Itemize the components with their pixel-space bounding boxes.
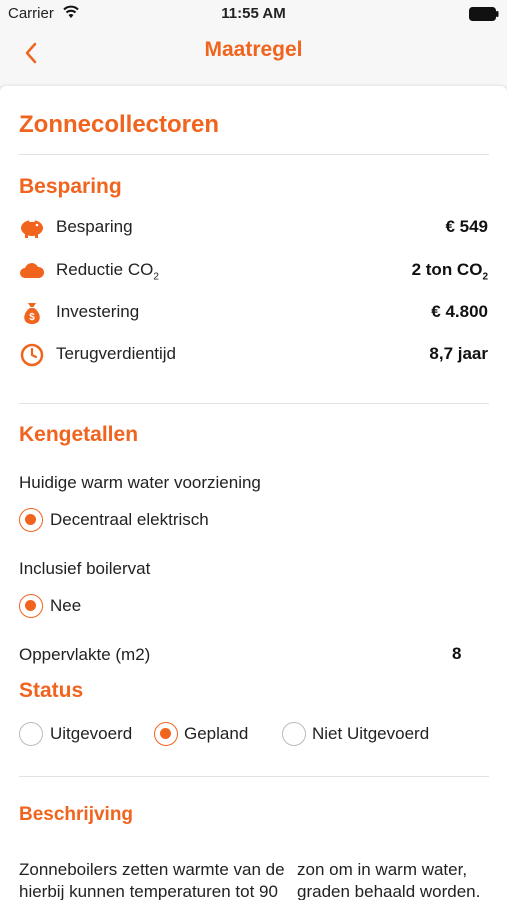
clock-time: 11:55 AM [221,5,286,22]
savings-label: Besparing [56,217,133,236]
description-line: graden behaald worden. [297,882,481,900]
investment-value: € 4.800 [431,302,488,321]
warm-water-label: Huidige warm water voorziening [19,473,261,492]
area-label: Oppervlakte (m2) [19,645,151,664]
kengetallen-heading: Kengetallen [19,423,139,446]
money-bag-icon [19,300,45,326]
description-line: hierbij kunnen temperaturen tot 90 [19,882,278,900]
boilervat-value: Nee [50,596,82,615]
area-value[interactable]: 8 [452,644,462,663]
warm-water-radio[interactable] [19,508,43,532]
status-option-label: Gepland [184,724,249,743]
investment-label: Investering [56,302,140,321]
savings-heading: Besparing [19,175,122,198]
status-heading: Status [19,679,84,702]
warm-water-value: Decentraal elektrisch [50,510,209,529]
status-radio-gepland[interactable] [154,722,178,746]
status-radio-uitgevoerd[interactable] [19,722,43,746]
status-bar [0,0,507,28]
savings-value: € 549 [445,217,488,236]
content-card [0,86,507,900]
payback-value: 8,7 jaar [429,344,488,363]
battery-icon [469,7,499,21]
cloud-icon [19,258,45,284]
divider [19,154,489,155]
carrier-label: Carrier [8,5,54,22]
clock-icon [19,342,45,368]
co2-reduction-value: 2 ton $CO_2$ [411,260,488,283]
description-line: Zonneboilers zetten warmte van de [19,860,285,879]
boilervat-label: Inclusief boilervat [19,559,151,578]
status-radio-niet-uitgevoerd[interactable] [282,722,306,746]
boilervat-radio[interactable] [19,594,43,618]
description-heading: Beschrijving [19,804,134,825]
co2-reduction-label: Reductie $CO_2$ [56,260,159,283]
status-option-label: Niet Uitgevoerd [312,724,430,743]
divider [19,403,489,404]
divider [19,776,489,777]
description-line: zon om in warm water, [297,860,468,879]
navigation-bar [0,28,507,86]
nav-title: Maatregel [204,38,303,61]
measure-title: Zonnecollectoren [19,111,220,138]
payback-label: Terugverdientijd [56,344,177,363]
status-option-label: Uitgevoerd [50,724,133,743]
piggy-bank-icon [19,215,45,241]
svg-text:$: $ [29,312,35,323]
